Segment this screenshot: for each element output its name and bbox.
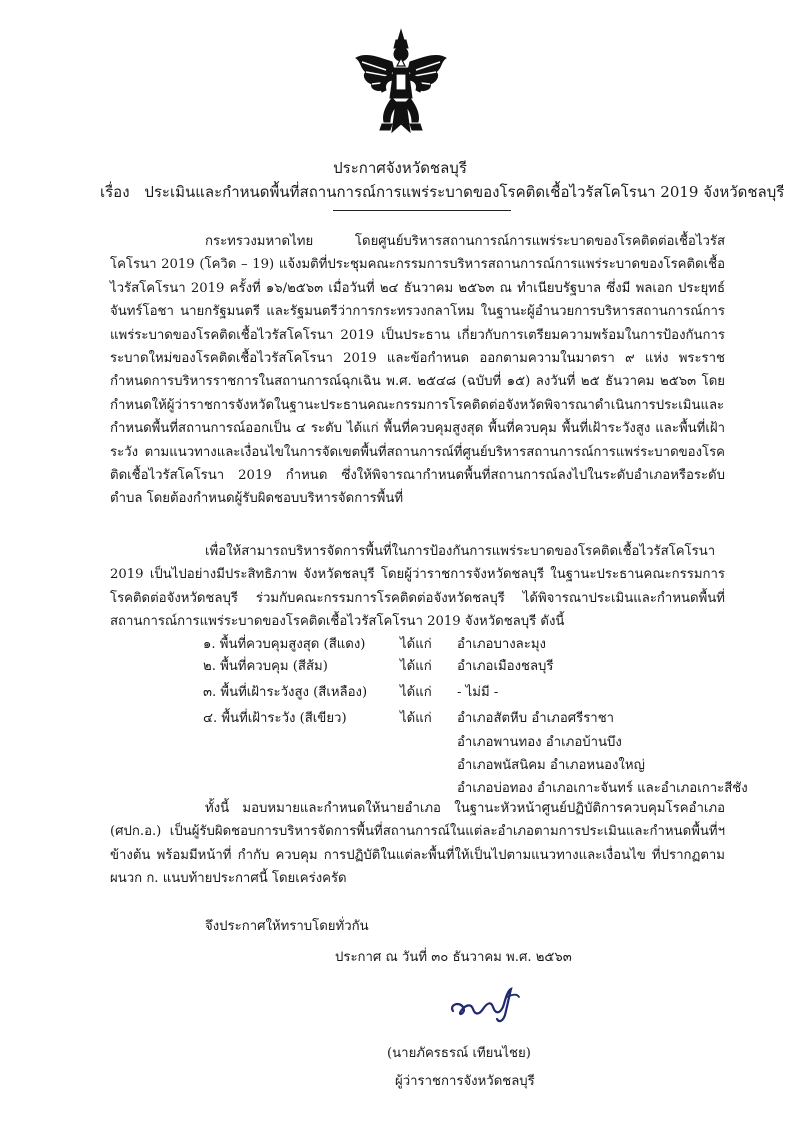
body-paragraph-1: กระทรวงมหาดไทย โดยศูนย์บริหารสถานการณ์การแพร่ระบาดของโรคติดต่อเชื้อไวรัสโคโรนา 2019 (โควิด – 19) แจ้งมติที่ประชุมคณะกรรมการบริหารสถานการณ์การแพร่ระบาดของโรคติดเชื้อไวรัสโคโรนา 2019 ครั้งที่ ๑๖/๒๕๖๓ เมื่อวันที่ ๒๔ ธันวาคม ๒๕๖๓ ณ ทำเนียบรัฐบาล ซึ่งมี พลเอก ประยุทธ์ จันทร์โอชา นายกรัฐมนตรี และรัฐมนตรีว่าการกระทรวงกลาโหม ในฐานะผู้อำนวยการบริหารสถานการณ์การแพร่ระบาดของโรคติดเชื้อไวรัสโคโรนา 2019 เป็นประธาน เกี่ยวกับการเตรียมความพร้อมในการป้องกันการระบาดใหม่ของโรคติดเชื้อไวรัสโคโรนา 2019 และข้อกำหนด ออกตามความในมาตรา ๙ แห่ง พระราชกำหนดการบริหารราชการในสถานการณ์ฉุกเฉิน พ.ศ. ๒๕๔๘ (ฉบับที่ ๑๕) ลงวันที่ ๒๕ ธันวาคม ๒๕๖๓ โดยกำหนดให้ผู้ว่าราชการจังหวัดในฐานะประธานคณะกรรมการโรคติดต่อจังหวัดพิจารณาดำเนินการประเมินและกำหนดพื้นที่สถานการณ์ออกเป็น ๔ ระดับ ได้แก่ พื้นที่ควบคุมสูงสุด พื้นที่ควบคุม พื้นที่เฝ้าระวังสูง และพื้นที่เฝ้าระวัง ตามแนวทางและเงื่อนไขในการจัดเขตพื้นที่สถานการณ์ที่ศูนย์บริหารสถานการณ์การแพร่ระบาดของโรคติดเชื้อไวรัสโคโรนา 2019 กำหนด ซึ่งให้พิจารณากำหนดพื้นที่สถานการณ์ลงไปในระดับอำเภอหรือระดับตำบล โดยต้องกำหนดผู้รับผิดชอบบริหารจัดการพื้นที่	[110, 234, 725, 507]
zone-row-2	[0, 655, 800, 679]
subject-text: ประเมินและกำหนดพื้นที่สถานการณ์การแพร่ระบาดของโรคติดเชื้อไวรัสโคโรนา 2019 จังหวัดชลบุรี	[144, 183, 785, 201]
zone-value: อำเภอเมืองชลบุรี	[457, 659, 554, 674]
zone-row-1	[0, 633, 800, 657]
zone-relation: ได้แก่	[400, 685, 432, 700]
subject-line	[100, 180, 785, 204]
zone-relation: ได้แก่	[400, 711, 432, 726]
zone-label: ๒. พื้นที่ควบคุม (สีส้ม)	[203, 659, 328, 674]
signer-title: ผู้ว่าราชการจังหวัดชลบุรี	[395, 1074, 535, 1089]
zone4-district-line-2: อำเภอพานทอง อำเภอบ้านบึง	[457, 735, 622, 750]
zone-relation: ได้แก่	[400, 637, 432, 652]
zone4-district-line-3: อำเภอพนัสนิคม อำเภอหนองใหญ่	[457, 758, 645, 773]
garuda-emblem	[352, 28, 450, 138]
zone-label: ๔. พื้นที่เฝ้าระวัง (สีเขียว)	[203, 711, 347, 726]
zone-relation: ได้แก่	[400, 659, 432, 674]
zone-value: อำเภอสัตหีบ อำเภอศรีราชา	[457, 711, 615, 726]
announcement-title: ประกาศจังหวัดชลบุรี	[333, 159, 467, 177]
zone-label: ๑. พื้นที่ควบคุมสูงสุด (สีแดง)	[203, 637, 366, 652]
zone-label: ๓. พื้นที่เฝ้าระวังสูง (สีเหลือง)	[203, 685, 368, 700]
zone4-district-line-4: อำเภอบ่อทอง อำเภอเกาะจันทร์ และอำเภอเกาะสีชัง	[457, 781, 748, 796]
announcement-date: ประกาศ ณ วันที่ ๓๐ ธันวาคม พ.ศ. ๒๕๖๓	[335, 950, 572, 965]
zone-row-3	[0, 681, 800, 705]
subject-label: เรื่อง	[100, 183, 130, 201]
signer-name: (นายภัครธรณ์ เทียนไชย)	[387, 1046, 531, 1061]
zone-value: อำเภอบางละมุง	[457, 637, 546, 652]
body-paragraph-2: เพื่อให้สามารถบริหารจัดการพื้นที่ในการป้องกันการแพร่ระบาดของโรคติดเชื้อไวรัสโคโรนา 2019 เป็นไปอย่างมีประสิทธิภาพ จังหวัดชลบุรี โดยผู้ว่าราชการจังหวัดชลบุรี ในฐานะประธานคณะกรรมการโรคติดต่อจังหวัดชลบุรี ร่วมกับคณะกรรมการโรคติดต่อจังหวัดชลบุรี ได้พิจารณาประเมินและกำหนดพื้นที่สถานการณ์การแพร่ระบาดของโรคติดเชื้อไวรัสโคโรนา 2019 จังหวัดชลบุรี ดังนี้	[110, 544, 725, 630]
closing-statement: จึงประกาศให้ทราบโดยทั่วกัน	[205, 919, 369, 934]
signature-image	[447, 985, 527, 1027]
zone-value: - ไม่มี -	[457, 685, 499, 700]
body-paragraph-3: ทั้งนี้ มอบหมายและกำหนดให้นายอำเภอ ในฐานะหัวหน้าศูนย์ปฏิบัติการควบคุมโรคอำเภอ (ศปก.อ.) เป็นผู้รับผิดชอบการบริหารจัดการพื้นที่สถานการณ์ในแต่ละอำเภอตามการประเมินและกำหนดพื้นที่ฯ ข้างต้น พร้อมมีหน้าที่ กำกับ ควบคุม การปฏิบัติในแต่ละพื้นที่ให้เป็นไปตามแนวทางและเงื่อนไข ที่ปรากฏตามผนวก ก. แนบท้ายประกาศนี้ โดยเคร่งครัด	[110, 801, 725, 887]
zone-row-4	[0, 707, 800, 731]
title-divider	[333, 210, 511, 211]
